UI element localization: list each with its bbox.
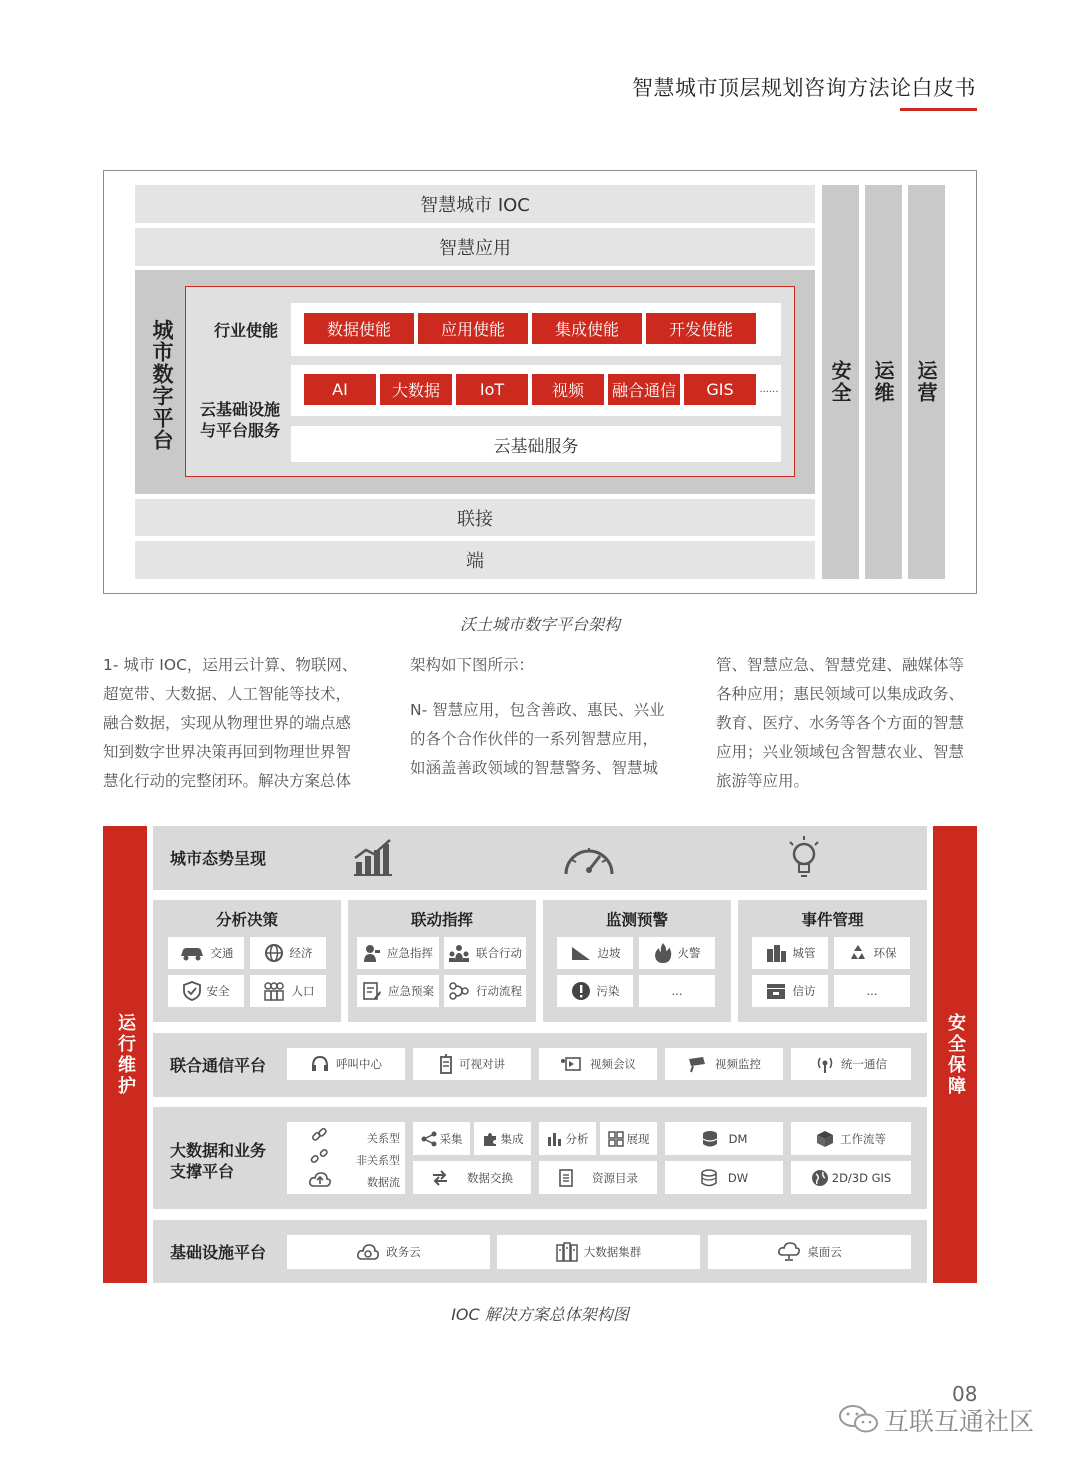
section-title: 分析决策 — [215, 911, 278, 929]
ops-side-bar: 运行维护 — [103, 826, 147, 1283]
comm-item: 可视对讲 — [413, 1048, 531, 1080]
database-icon — [701, 1130, 719, 1148]
catalog-item: 资源目录 — [539, 1161, 657, 1194]
watermark-text: 互联互通社区 — [884, 1407, 1035, 1436]
comm-item: 视频会议 — [539, 1048, 657, 1080]
cloud-desktop-icon — [777, 1242, 801, 1262]
item-box: 应急指挥 — [357, 937, 439, 969]
camera-icon — [687, 1055, 709, 1073]
link-icon — [310, 1126, 328, 1148]
gauge-icon — [562, 838, 616, 882]
page-number: 08 — [952, 1382, 978, 1406]
header-title: 智慧城市顶层规划咨询方法论白皮书 — [632, 76, 976, 100]
bar-chart-icon — [352, 836, 394, 882]
situation-label: 城市态势呈现 — [170, 849, 267, 868]
item-box: 行动流程 — [444, 975, 526, 1007]
enable-item: 应用使能 — [418, 313, 528, 344]
flow-icon — [448, 982, 470, 1000]
globe-icon — [264, 943, 284, 963]
building-icon — [765, 943, 787, 963]
plan-icon — [362, 981, 382, 1001]
infra-item: 大数据 — [380, 374, 452, 405]
infra-item: 大数据集群 — [497, 1235, 700, 1269]
connect-layer: 联接 — [135, 499, 815, 536]
commander-icon — [363, 944, 381, 962]
text-column-3: 管、智慧应急、智慧党建、融媒体等各种应用；惠民领域可以集成政务、教育、医疗、水务等各个方面的智慧应用；兴业领域包含智慧农业、智慧旅游等应用。 — [716, 656, 965, 790]
section-title: 联动指挥 — [410, 911, 473, 929]
globe-filled-icon — [811, 1169, 829, 1187]
cloud-upload-icon — [308, 1170, 332, 1192]
diagram1-caption: 沃土城市数字平台架构 — [459, 615, 620, 634]
puzzle-icon — [482, 1131, 498, 1147]
cube-icon — [816, 1130, 834, 1148]
comm-label: 联合通信平台 — [170, 1056, 267, 1075]
section-title: 监测预警 — [605, 911, 668, 929]
dm-item: DM — [665, 1122, 783, 1155]
infra-item: IoT — [456, 374, 528, 405]
alert-icon — [571, 981, 591, 1001]
slope-icon — [570, 945, 592, 961]
infra-item: 政务云 — [287, 1235, 490, 1269]
db-item: 数据流 — [367, 1176, 400, 1189]
exchange-item: 数据交换 — [413, 1161, 531, 1194]
infra-item: 视频 — [532, 374, 604, 405]
item-box: 火警 — [639, 937, 715, 969]
headset-icon — [310, 1054, 330, 1074]
text-column-1: 1- 城市 IOC，运用云计算、物联网、超宽带、大数据、人工智能等技术，融合数据，实现从物理世界的端点感知到数字世界决策再回到物理世界智慧化行动的完整闭环。解决方案总体 — [103, 656, 358, 790]
infra-item: 桌面云 — [708, 1235, 911, 1269]
section-title: 事件管理 — [801, 911, 864, 929]
item-box: 应急预案 — [357, 975, 439, 1007]
item-box: 污染 — [557, 975, 633, 1007]
item-box: 安全 — [168, 975, 244, 1007]
enable-item: 数据使能 — [304, 313, 414, 344]
video-conference-icon — [560, 1055, 584, 1073]
side-security: 安全 — [822, 185, 859, 579]
small-item: 分析 — [539, 1122, 596, 1155]
comm-item: 统一通信 — [791, 1048, 911, 1080]
header-underline — [900, 108, 977, 111]
share-icon — [421, 1131, 437, 1147]
comm-item: 呼叫中心 — [287, 1048, 405, 1080]
infra-item: AI — [304, 374, 376, 405]
recycle-icon — [848, 943, 868, 963]
server-cluster-icon — [556, 1242, 578, 1262]
item-box: 人口 — [250, 975, 326, 1007]
document-icon — [558, 1169, 574, 1187]
platform-label: 城市数字平台 — [150, 319, 174, 451]
database-outline-icon — [700, 1169, 718, 1187]
ioc-layer: 智慧城市 IOC — [135, 185, 815, 223]
intercom-icon — [439, 1054, 453, 1074]
security-side-bar: 安全保障 — [933, 826, 977, 1283]
enable-item: 开发使能 — [646, 313, 756, 344]
infra-label: 基础设施平台 — [170, 1243, 267, 1262]
enable-label: 行业使能 — [213, 320, 278, 340]
small-item: 展现 — [600, 1122, 657, 1155]
item-box: 边坡 — [557, 937, 633, 969]
item-box: 环保 — [834, 937, 910, 969]
terminal-layer: 端 — [135, 541, 815, 579]
fire-icon — [654, 942, 672, 964]
item-box: 信访 — [752, 975, 828, 1007]
lightbulb-icon — [786, 834, 822, 884]
cloud-service: 云基础服务 — [291, 426, 781, 462]
bigdata-label: 大数据和业务支撑平台 — [170, 1141, 267, 1181]
side-ops: 运维 — [865, 185, 902, 579]
team-icon — [448, 944, 470, 962]
enable-item: 集成使能 — [532, 313, 642, 344]
text-column-2-lead: 架构如下图所示： — [410, 656, 535, 674]
inbox-icon — [765, 982, 787, 1000]
side-operation: 运营 — [908, 185, 945, 579]
diagram2-caption: IOC 解决方案总体架构图 — [451, 1305, 629, 1324]
column-chart-icon — [547, 1131, 563, 1147]
text-column-2: N- 智慧应用，包含善政、惠民、兴业的各个合作伙伴的一系列智慧应用，如涵盖善政领域的智慧警务、智慧城 — [410, 701, 665, 777]
wechat-icon — [838, 1404, 880, 1438]
infra-more: ...... — [759, 384, 779, 395]
infra-item: 融合通信 — [608, 374, 680, 405]
swap-icon — [431, 1169, 449, 1187]
apps-layer: 智慧应用 — [135, 228, 815, 266]
small-item: 集成 — [474, 1122, 531, 1155]
shield-icon — [183, 981, 201, 1001]
cloud-gear-icon — [356, 1242, 380, 1262]
people-icon — [262, 981, 286, 1001]
item-box: 城管 — [752, 937, 828, 969]
car-icon — [179, 945, 205, 961]
infra-label: 云基础设施与平台服务 — [199, 400, 280, 440]
comm-item: 视频监控 — [665, 1048, 783, 1080]
db-item: 非关系型 — [356, 1154, 400, 1167]
grid-icon — [608, 1131, 624, 1147]
small-item: 采集 — [413, 1122, 470, 1155]
broadcast-icon — [815, 1054, 835, 1074]
item-box: 交通 — [168, 937, 244, 969]
broken-link-icon — [310, 1148, 328, 1170]
workflow-item: 工作流等 — [791, 1122, 911, 1155]
db-item: 关系型 — [367, 1132, 400, 1145]
item-box: 经济 — [250, 937, 326, 969]
gis-item: 2D/3D GIS — [791, 1161, 911, 1194]
infra-item: GIS — [684, 374, 756, 405]
item-box: 联合行动 — [444, 937, 526, 969]
item-box-more: ... — [639, 975, 715, 1007]
dw-item: DW — [665, 1161, 783, 1194]
item-box-more: ... — [834, 975, 910, 1007]
